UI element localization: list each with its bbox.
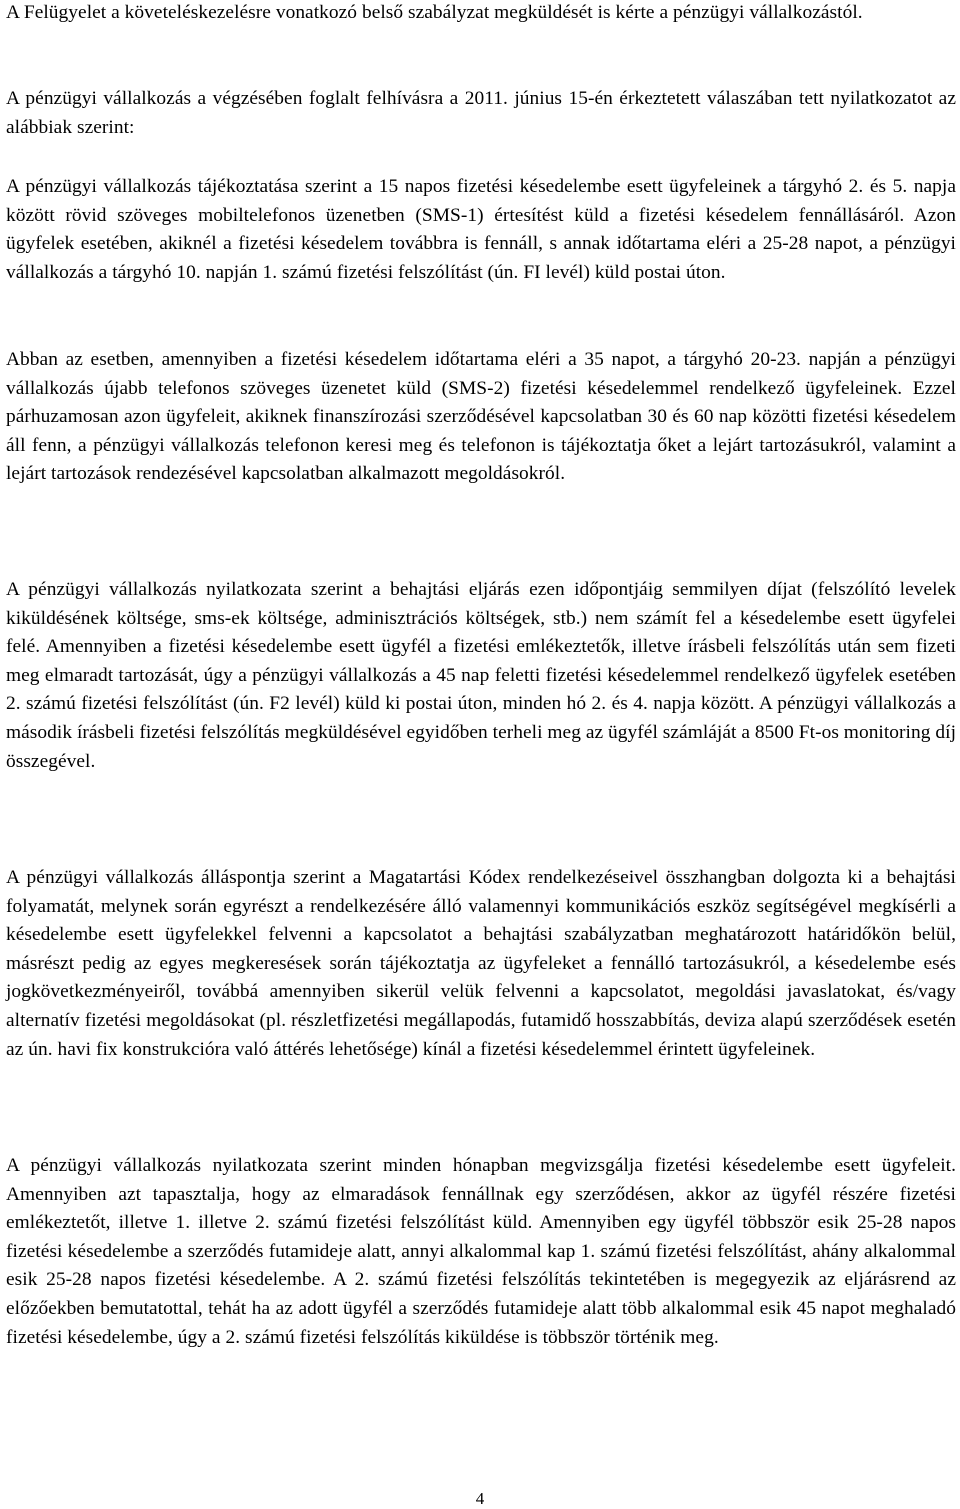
paragraph: A pénzügyi vállalkozás nyilatkozata szerint minden hónapban megvizsgálja fizetési késedelembe esett ügyfeleit. Amennyiben azt tapasztalja, hogy az elmaradások fennállnak egy szerződésen, akkor az ügyfél részére fizetési emlékeztetőt, illetve 1. illetve 2. számú fizetési felszólítást küld. Amennyiben egy ügyfél többször esik 25-28 napos fizetési késedelembe a szerződés futamideje alatt, annyi alkalommal kap 1. számú fizetési felszólítást, ahány alkalommal esik 25-28 napos fizetési késedelembe. A 2. számú fizetési felszólítás tekintetében is megegyezik az eljárásrend az előzőekben bemutatottal, tehát ha az adott ügyfél a szerződés futamideje alatt több alkalommal esik 45 napot meghaladó fizetési késedelembe, úgy a 2. számú fizetési felszólítás kiküldése is többször történik meg. — [6, 1155, 956, 1348]
paragraph: A Felügyelet a követeléskezelésre vonatkozó belső szabályzat megküldését is kérte a pénzügyi vállalkozástól. — [6, 2, 863, 23]
paragraph: A pénzügyi vállalkozás a végzésében foglalt felhívásra a 2011. június 15-én érkeztetett válaszában tett nyilatkozatot az alábbiak szerint: — [6, 88, 956, 138]
paragraph: A pénzügyi vállalkozás tájékoztatása szerint a 15 napos fizetési késedelembe esett ügyfeleinek a tárgyhó 2. és 5. napja között rövid szöveges mobiltelefonos üzenetben (SMS-1) értesítést küld a fizetési késedelem fennállásáról. Azon ügyfelek esetében, akiknél a fizetési késedelem továbbra is fennáll, s annak időtartama eléri a 25-28 napot, a pénzügyi vállalkozás a tárgyhó 10. napján 1. számú fizetési felszólítást (ún. FI levél) küld postai úton. — [6, 176, 956, 283]
paragraph: Abban az esetben, amennyiben a fizetési késedelem időtartama eléri a 35 napot, a tárgyhó 20-23. napján a pénzügyi vállalkozás újabb telefonos szöveges üzenetet küld (SMS-2) fizetési késedelemmel rendelkező ügyfeleinek. Ezzel párhuzamosan azon ügyfeleit, akiknek finanszírozási szerződésével kapcsolatban 30 és 60 nap közötti fizetési késedelem áll fenn, a pénzügyi vállalkozás telefonon keresi meg és telefonon is tájékoztatja őket a lejárt tartozásukról, valamint a lejárt tartozások rendezésével kapcsolatban alkalmazott megoldásokról. — [6, 349, 956, 485]
paragraph: A pénzügyi vállalkozás álláspontja szerint a Magatartási Kódex rendelkezéseivel összhangban dolgozta ki a behajtási folyamatát, melynek során egyrészt a rendelkezésére álló valamennyi kommunikációs eszköz segítségével megkísérli a késedelembe esett ügyfelekkel felvenni a kapcsolatot a behajtási szabályzatban meghatározott határidőkön belül, másrészt pedig az egyes megkeresések során tájékoztatja az ügyfeleket a fennálló tartozásukról, a késedelembe esés jogkövetkezményeiről, továbbá amennyiben sikerül velük felvenni a kapcsolatot, megoldási javaslatokat, és/vagy alternatív fizetési megoldásokat (pl. részletfizetési megállapodás, futamidő hosszabbítás, deviza alapú szerződések esetén az ún. havi fix konstrukcióra való áttérés lehetősége) kínál a fizetési késedelemmel érintett ügyfeleinek. — [6, 867, 956, 1060]
page-number: 4 — [475, 1489, 485, 1508]
paragraph: A pénzügyi vállalkozás nyilatkozata szerint a behajtási eljárás ezen időpontjáig semmilyen díjat (felszólító levelek kiküldésének költsége, sms-ek költsége, adminisztrációs költségek, stb.) nem számít fel a késedelembe esett ügyfelei felé. Amennyiben a fizetési késedelembe esett ügyfél a fizetési emlékeztetők, illetve írásbeli felszólítás után sem fizeti meg elmaradt tartozását, úgy a pénzügyi vállalkozás a 45 nap feletti fizetési késedelemmel rendelkező ügyfelek esetében 2. számú fizetési felszólítást (ún. F2 levél) küld ki postai úton, minden hó 2. és 4. napja között. A pénzügyi vállalkozás a második írásbeli fizetési felszólítás megküldésével egyidőben terheli meg az ügyfél számláját a 8500 Ft-os monitoring díj összegével. — [6, 579, 957, 772]
